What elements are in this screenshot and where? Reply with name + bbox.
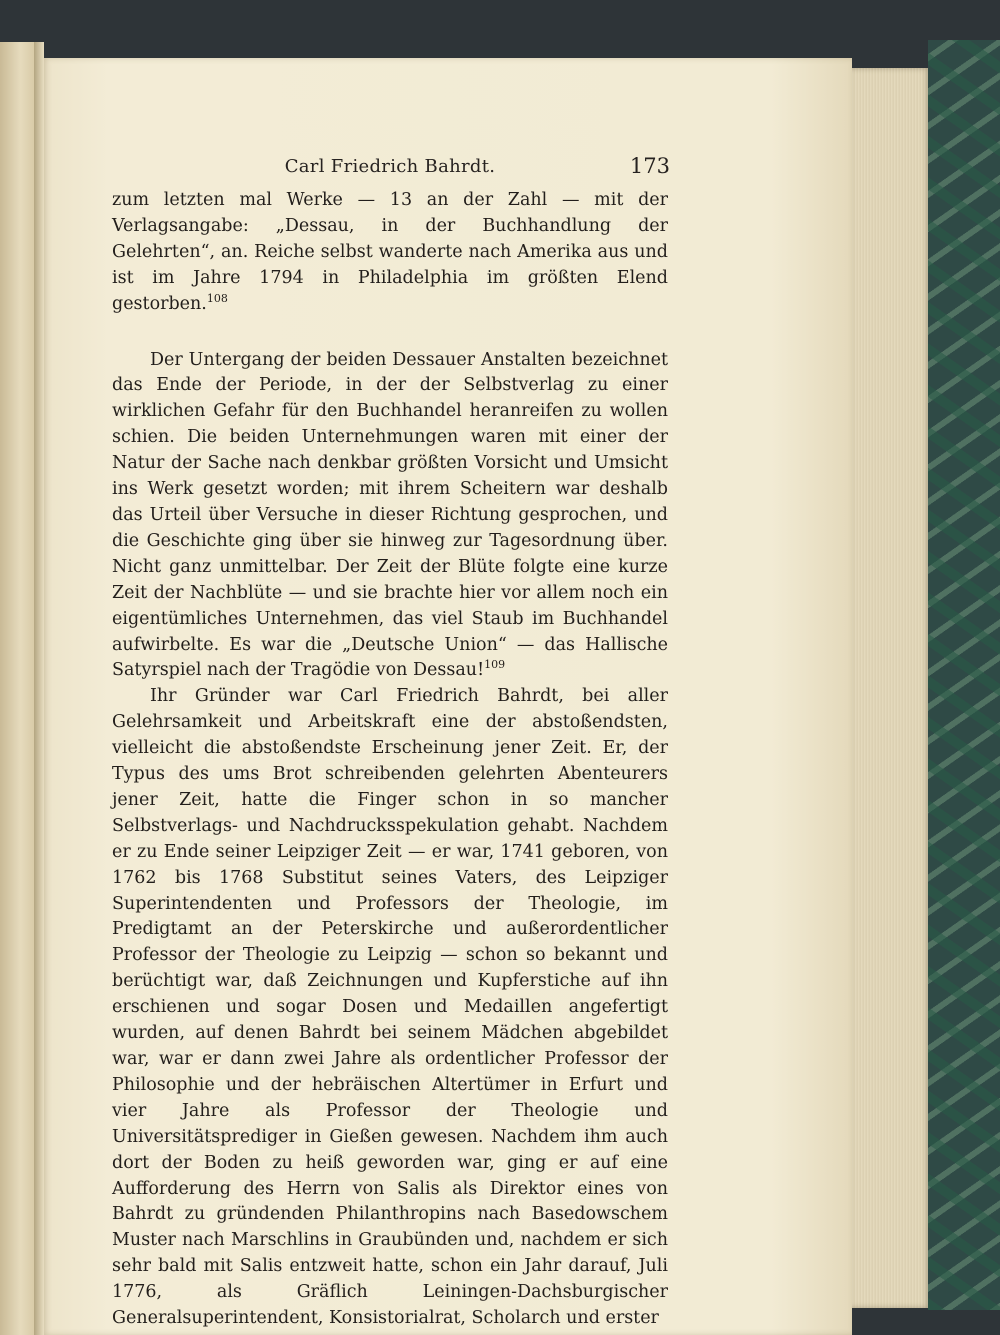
paragraph — [112, 348, 668, 685]
page-number: 173 — [629, 154, 670, 178]
left-page-edge — [0, 42, 34, 1335]
page-edges — [852, 68, 930, 1308]
paragraph — [112, 684, 668, 1332]
paragraph-text: Ihr Gründer war Carl Friedrich Bahrdt, bei aller Gelehrsamkeit und Arbeitskraft eine der abstoßendsten, vielleicht die abstoßendste Erscheinung jener Zeit. Er, der Typus des ums Brot schreibenden gelehrten Abenteurers jener Zeit, hatte die Finger schon in so mancher Selbstverlags- und Nachdrucksspekulation gehabt. Nachdem er zu Ende seiner Leipziger Zeit — er war, 1741 geboren, von 1762 bis 1768 Substitut seines Vaters, des Leipziger Superintendenten und Professors der Theologie, im Predigtamt an der Peterskirche und außerordentlicher Professor der Theologie zu Leipzig — schon so bekannt und berüchtigt war, daß Zeichnungen und Kupferstiche auf ihn erschienen und sogar Dosen und Medaillen angefertigt wurden, auf denen Bahrdt bei seinem Mädchen abgebildet war, war er dann zwei Jahre als ordentlicher Professor der Philosophie und der hebräischen Altertümer in Erfurt und vier Jahre als Professor der Theologie und Universitätsprediger in Gießen gewesen. Nachdem ihm auch dort der Boden zu heiß geworden war, ging er auf eine Aufforderung des Herrn von Salis als Direktor eines von Bahrdt zu gründenden Philanthropins nach Basedowschem Muster nach Marschlins in Graubünden und, nachdem er sich sehr bald mit Salis entzweit hatte, schon ein Jahr darauf, Juli 1776, als Gräflich Leiningen-Dachsburgischer Generalsuperintendent, Konsistorialrat, Scholarch und erster — [112, 686, 668, 1329]
marbled-cover — [928, 40, 1000, 1310]
paragraph-text: Der Untergang der beiden Dessauer Anstalten bezeichnet das Ende der Periode, in der der Selbstverlag zu einer wirklichen Gefahr für den Buchhandel heranreifen zu wollen schien. Die beiden Unternehmungen waren mit einer der Natur der Sache nach denkbar größten Vorsicht und Umsicht ins Werk gesetzt worden; mit ihrem Scheitern war deshalb das Urteil über Versuche in dieser Richtung gesprochen, und die Geschichte ging über sie hinweg zur Tagesordnung über. Nicht ganz unmittelbar. Der Zeit der Blüte folgte eine kurze Zeit der Nachblüte — und sie brachte hier vor allem noch ein eigentümliches Unternehmen, das viel Staub im Buchhandel aufwirbelte. Es war die „Deutsche Union“ — das Hallische Satyrspiel nach der Tragödie von Dessau! — [112, 349, 668, 681]
paragraph — [112, 188, 668, 318]
footnote-marker: 108 — [206, 291, 228, 305]
footnote-marker: 109 — [484, 658, 506, 672]
running-title: Carl Friedrich Bahrdt. — [284, 156, 496, 177]
book-gutter — [34, 42, 44, 1335]
paragraph-text: zum letzten mal Werke — 13 an der Zahl — mit der Verlagsangabe: „Dessau, in der Buchhandlung der Gelehrten“, an. Reiche selbst wanderte nach Amerika aus und ist im Jahre 1794 in Philadelphia im größten Elend gestorben. — [112, 190, 668, 314]
page-header — [110, 150, 670, 180]
text-block — [112, 188, 668, 1332]
